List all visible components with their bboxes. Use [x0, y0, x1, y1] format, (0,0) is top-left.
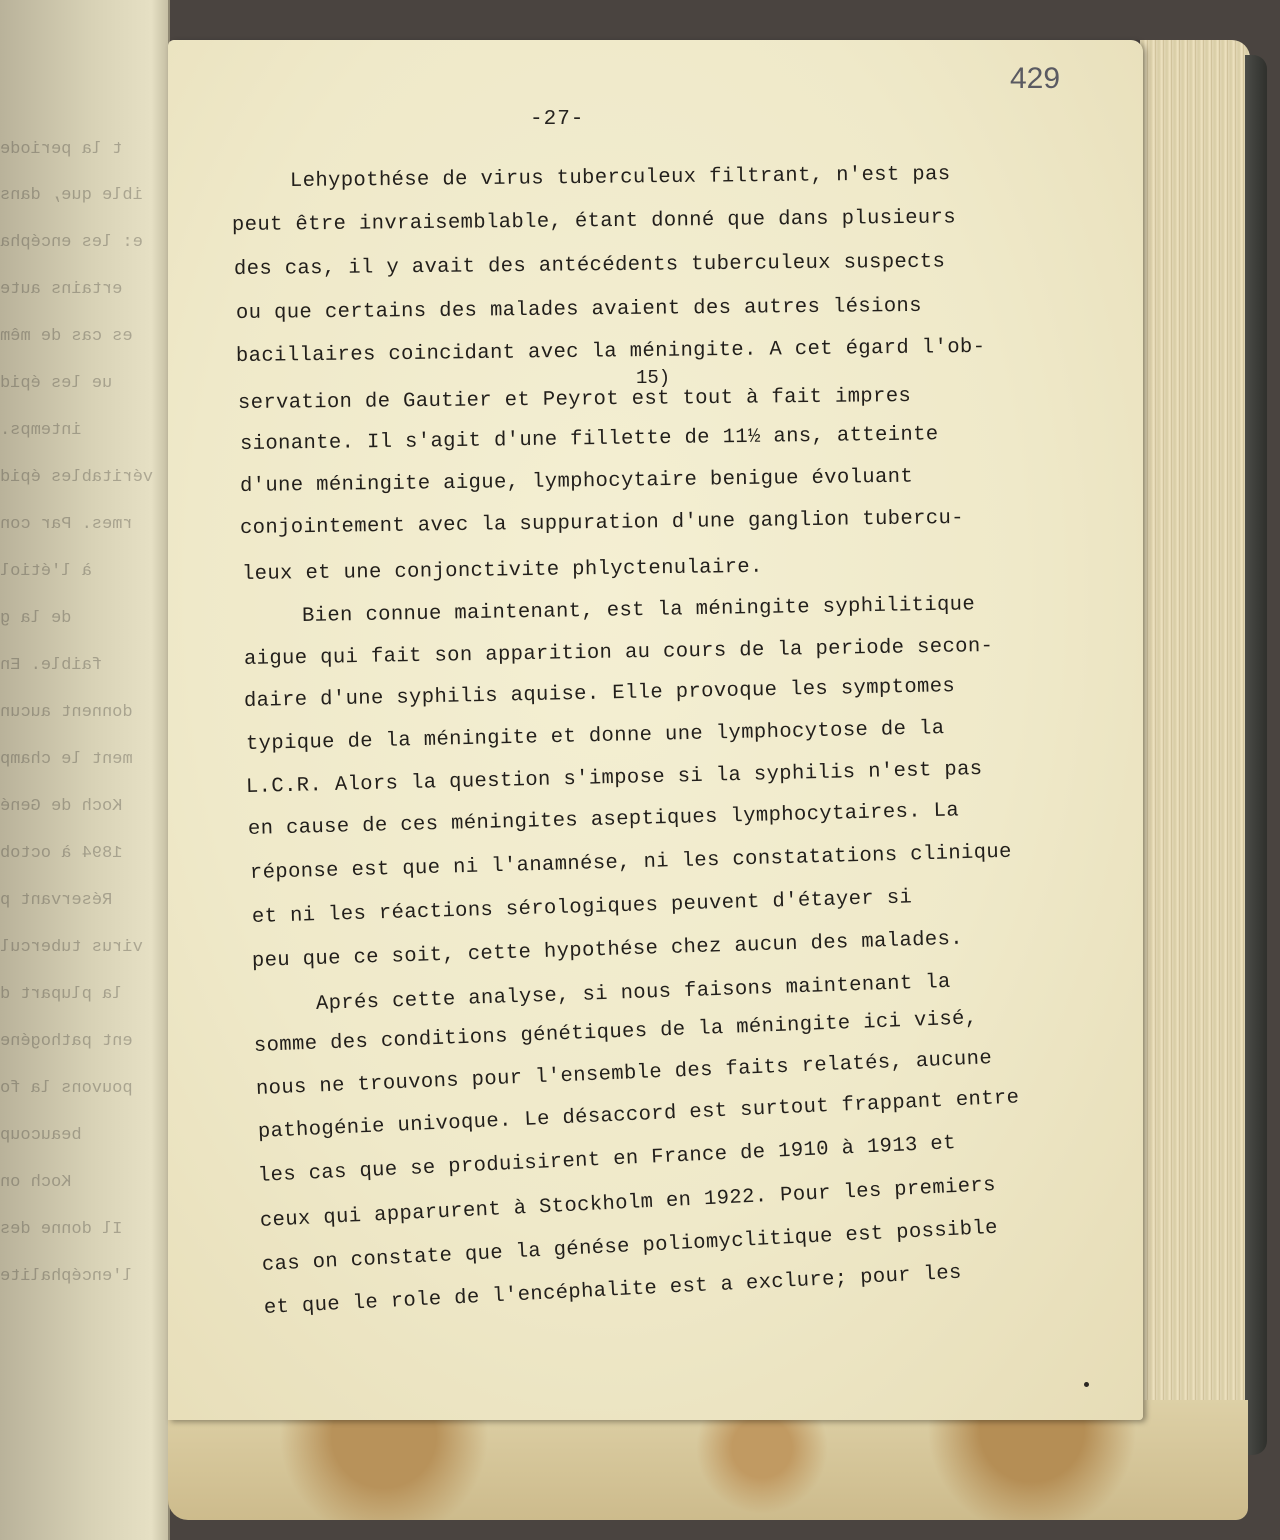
- left-page-line: beaucoup: [0, 1126, 82, 1145]
- text-line: somme des conditions génétiques de la méningite ici visé,: [253, 1007, 978, 1058]
- left-page: [0, 0, 170, 1540]
- left-page-line: ertains aute: [0, 280, 123, 299]
- page-number: -27-: [530, 108, 585, 131]
- text-line: sionante. Il s'agit d'une fillette de 11½ ans, atteinte: [239, 423, 939, 456]
- text-line: peu que ce soit, cette hypothése chez aucun des malades.: [251, 927, 964, 973]
- text-line: réponse est que ni l'anamnése, ni les constatations clinique: [249, 840, 1013, 885]
- text-line: aigue qui fait son apparition au cours de la periode secon-: [243, 634, 994, 671]
- text-line: typique de la méningite et donne une lymphocytose de la: [245, 717, 945, 756]
- left-page-line: virus tubercul: [0, 938, 143, 957]
- left-page-line: Koch de Gené: [0, 797, 123, 816]
- text-line: bacillaires coincidant avec la méningite. A cet égard l'ob-: [235, 335, 986, 368]
- left-page-line: l'encéphalite: [0, 1267, 133, 1286]
- text-line: et que le role de l'encéphalite est a exclure; pour les: [263, 1261, 963, 1320]
- text-line: et ni les réactions sérologiques peuvent d'étayer si: [251, 886, 913, 929]
- left-page-line: de la g: [0, 609, 72, 628]
- left-page-line: Koch on: [0, 1173, 72, 1192]
- text-line: en cause de ces méningites aseptiques lymphocytaires. La: [247, 799, 960, 841]
- book-binding: [1245, 55, 1267, 1455]
- text-line: cas on constate que la génése poliomyclitique est possible: [261, 1216, 999, 1277]
- text-line: leux et une conjonctivite phlyctenulaire.: [241, 555, 763, 586]
- left-page-line: ue les épid: [0, 374, 113, 393]
- left-page-line: e: les encépha: [0, 233, 143, 252]
- left-page-line: donnent aucun: [0, 703, 133, 722]
- left-page-line: Il donne des: [0, 1220, 123, 1239]
- text-line: pathogénie univoque. Le désaccord est surtout frappant entre: [257, 1086, 1020, 1144]
- text-line: Lehypothése de virus tuberculeux filtrant, n'est pas: [289, 163, 951, 193]
- left-page-line: rmes. Par con: [0, 515, 133, 534]
- page-edges: [1140, 40, 1250, 1450]
- text-line: Aprés cette analyse, si nous faisons maintenant la: [315, 970, 952, 1016]
- left-page-line: faible. En: [0, 656, 103, 675]
- text-line: conjointement avec la suppuration d'une ganglion tubercu-: [239, 506, 965, 540]
- ink-dot: [1084, 1382, 1089, 1387]
- left-page-line: la plupart d: [0, 985, 123, 1004]
- left-page-line: 1894 à octob: [0, 844, 123, 863]
- left-page-line: ment le champ: [0, 750, 133, 769]
- text-line: nous ne trouvons pour l'ensemble des faits relatés, aucune: [255, 1047, 993, 1101]
- left-page-line: pouvons la fo: [0, 1079, 133, 1098]
- text-line: daire d'une syphilis aquise. Elle provoque les symptomes: [243, 675, 956, 713]
- text-line: ceux qui apparurent à Stockholm en 1922. Pour les premiers: [259, 1174, 997, 1233]
- text-line: Bien connue maintenant, est la méningite syphilitique: [301, 593, 976, 628]
- text-line: les cas que se produisirent en France de 1910 à 1913 et: [257, 1132, 957, 1188]
- left-page-line: intemps.: [0, 421, 82, 440]
- left-page-line: à l'étiol: [0, 562, 92, 581]
- footnote-reference: 15): [636, 367, 671, 389]
- left-page-line: Réservant p: [0, 891, 113, 910]
- left-page-line: es cas de mêm: [0, 327, 133, 346]
- text-line: ou que certains des malades avaient des autres lésions: [235, 294, 923, 325]
- left-page-line: t la periode: [0, 140, 123, 159]
- text-line: d'une méningite aigue, lymphocytaire benigue évoluant: [239, 465, 914, 498]
- left-page-line: ible que, dans: [0, 186, 143, 205]
- text-line: servation de Gautier et Peyrot est tout à fait impres: [237, 384, 912, 415]
- text-line: L.C.R. Alors la question s'impose si la syphilis n'est pas: [245, 758, 983, 799]
- folio-number: 429: [1010, 62, 1061, 95]
- left-page-line: véritables épid: [0, 468, 154, 487]
- left-page-line: ent pathogéne: [0, 1032, 133, 1051]
- text-line: des cas, il y avait des antécédents tuberculeux suspects: [233, 250, 946, 281]
- text-line: peut être invraisemblable, étant donné que dans plusieurs: [231, 206, 957, 237]
